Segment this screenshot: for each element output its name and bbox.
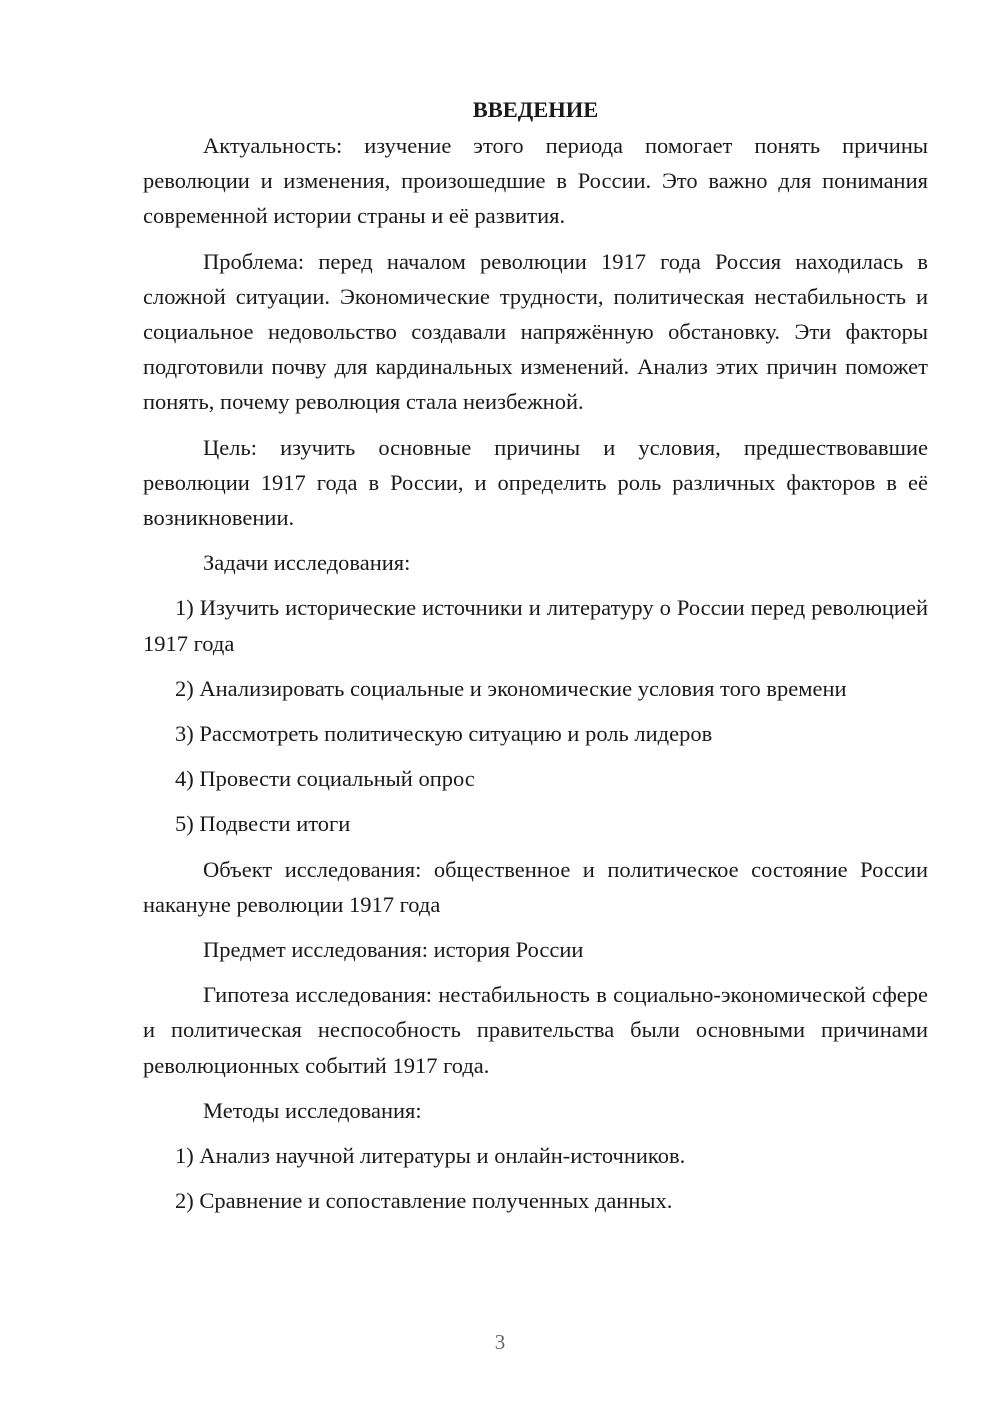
task-item-1: 1) Изучить исторические источники и литературу о России перед революцией 1917 года — [143, 595, 928, 656]
page-number: 3 — [494, 1330, 506, 1354]
task-item-5: 5) Подвести итоги — [175, 811, 351, 837]
task-item-4: 4) Провести социальный опрос — [175, 766, 475, 792]
goal-paragraph: Цель: изучить основные причины и условия, предшествовавшие революции 1917 года в России, и определить роль различных факторов в её возникновении. — [143, 434, 928, 531]
object-paragraph: Объект исследования: общественное и политическое состояние России накануне революции 1917 года — [143, 856, 928, 917]
relevance-paragraph: Актуальность: изучение этого периода помогает понять причины революции и изменения, произошедшие в России. Это важно для понимания современной истории страны и её развития. — [143, 133, 928, 229]
task-item-2: 2) Анализировать социальные и экономические условия того времени — [175, 675, 847, 701]
methods-heading: Методы исследования: — [203, 1097, 422, 1123]
tasks-heading: Задачи исследования: — [203, 550, 411, 576]
method-item-2: 2) Сравнение и сопоставление полученных данных. — [175, 1188, 673, 1214]
method-item-1: 1) Анализ научной литературы и онлайн-источников. — [175, 1143, 686, 1169]
task-item-3: 3) Рассмотреть политическую ситуацию и роль лидеров — [175, 721, 713, 747]
page-title: ВВЕДЕНИЕ — [472, 97, 599, 122]
hypothesis-paragraph: Гипотеза исследования: нестабильность в социально-экономической сфере и политическая неспособность правительства были основными причинами революционных событий 1917 года. — [143, 982, 928, 1078]
problem-paragraph: Проблема: перед началом революции 1917 года Россия находилась в сложной ситуации. Экономические трудности, политическая нестабильность и социальное недовольство создавали напряжённую обстановку. Эти факторы подготовили почву для кардинальных изменений. Анализ этих причин поможет понять, почему революция стала неизбежной. — [143, 248, 928, 415]
subject-paragraph: Предмет исследования: история России — [203, 937, 584, 963]
document-body — [143, 92, 928, 1228]
